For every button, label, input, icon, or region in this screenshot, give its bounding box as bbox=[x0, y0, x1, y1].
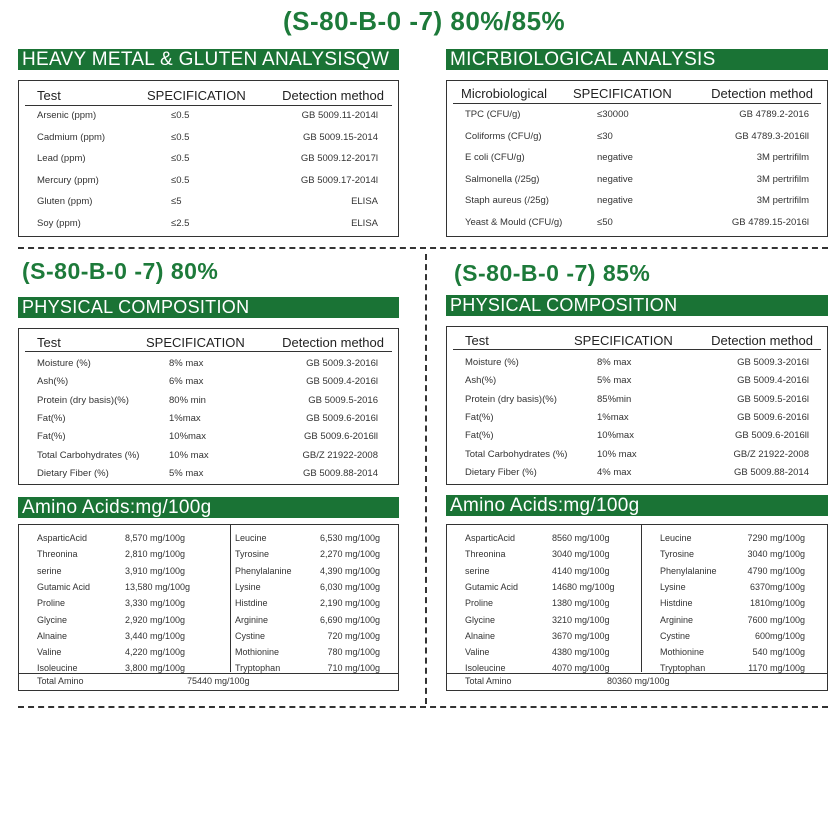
row-test: Ash(%) bbox=[37, 376, 69, 388]
amino-row bbox=[19, 546, 398, 562]
row-specification: ≤50 bbox=[597, 217, 613, 228]
header-specification: SPECIFICATION bbox=[146, 335, 245, 350]
row-method: ELISA bbox=[351, 196, 378, 208]
row-specification: ≤2.5 bbox=[171, 218, 190, 229]
row-method: 3M pertrifilm bbox=[756, 173, 809, 185]
row-specification: 5% max bbox=[597, 375, 632, 387]
table-row bbox=[19, 191, 398, 212]
amino-row bbox=[447, 563, 827, 579]
header-detection-method: Detection method bbox=[282, 335, 384, 350]
table-row bbox=[19, 213, 398, 234]
heavy-metal-title-bar bbox=[18, 49, 399, 70]
table-row bbox=[447, 126, 827, 147]
row-specification: ≤30 bbox=[597, 130, 613, 142]
amino-name: Gutamic Acid bbox=[465, 581, 519, 592]
row-specification: 8% max bbox=[597, 357, 632, 368]
total-amino-row bbox=[19, 673, 398, 690]
header-detection-method: Detection method bbox=[282, 88, 384, 103]
row-test: Dietary Fiber (%) bbox=[37, 467, 109, 479]
row-test: Fat(%) bbox=[37, 431, 66, 443]
table-row bbox=[19, 170, 398, 191]
right-subtitle: (S-80-B-0 -7) 85% bbox=[454, 260, 651, 286]
row-specification: 5% max bbox=[169, 467, 204, 479]
right-amino-table bbox=[446, 524, 828, 691]
amino-value: 1380 mg/100g bbox=[552, 598, 610, 609]
header-detection-method: Detection method bbox=[711, 86, 813, 101]
header-specification: SPECIFICATION bbox=[573, 86, 672, 101]
amino-name: Valine bbox=[37, 647, 62, 658]
amino-row bbox=[19, 644, 398, 660]
row-method: GB 5009.5-2016l bbox=[737, 393, 809, 405]
amino-name: Lysine bbox=[235, 581, 261, 592]
row-method: GB 5009.12-2017l bbox=[300, 153, 378, 165]
amino-name: Histdine bbox=[235, 598, 268, 609]
header-detection-method: Detection method bbox=[711, 333, 813, 348]
row-method: GB 5009.11-2014l bbox=[301, 110, 378, 121]
table-row bbox=[447, 147, 827, 168]
amino-name: Tryptophan bbox=[660, 663, 706, 674]
amino-value: 2,270 mg/100g bbox=[319, 549, 380, 560]
amino-row bbox=[19, 579, 398, 595]
amino-name: serine bbox=[37, 565, 62, 576]
row-test: Moisture (%) bbox=[465, 357, 519, 368]
left-physical-table bbox=[18, 328, 399, 485]
row-method: GB 5009.6-2016ll bbox=[304, 431, 378, 443]
amino-name: Tyrosine bbox=[660, 549, 695, 560]
amino-value: 720 mg/100g bbox=[327, 630, 380, 641]
row-test: Fat(%) bbox=[465, 411, 494, 423]
amino-name: Gutamic Acid bbox=[37, 581, 91, 592]
amino-value: 8560 mg/100g bbox=[552, 533, 610, 543]
header-test: Test bbox=[37, 88, 61, 103]
left-amino-title: Amino Acids:mg/100g bbox=[22, 497, 212, 518]
row-specification: ≤0.5 bbox=[171, 110, 190, 121]
right-amino-title: Amino Acids:mg/100g bbox=[450, 495, 640, 516]
row-method: GB 4789.15-2016l bbox=[731, 217, 809, 228]
row-method: GB/Z 21922-2008 bbox=[302, 449, 378, 461]
row-test: Dietary Fiber (%) bbox=[465, 466, 537, 478]
row-method: GB 5009.88-2014 bbox=[733, 466, 809, 478]
amino-name: Arginine bbox=[660, 614, 694, 625]
amino-name: Mothionine bbox=[660, 647, 705, 658]
header-specification: SPECIFICATION bbox=[574, 333, 673, 348]
amino-value: 4380 mg/100g bbox=[552, 647, 610, 658]
amino-name: Threonina bbox=[465, 549, 506, 560]
amino-value: 1170 mg/100g bbox=[748, 663, 805, 674]
row-test: Protein (dry basis)(%) bbox=[37, 394, 129, 406]
amino-value: 1810mg/100g bbox=[749, 598, 805, 609]
row-test: Moisture (%) bbox=[37, 358, 91, 369]
row-test: Fat(%) bbox=[465, 430, 494, 442]
row-specification: negative bbox=[597, 173, 633, 185]
amino-value: 2,190 mg/100g bbox=[319, 598, 380, 609]
row-test: Soy (ppm) bbox=[37, 218, 81, 229]
amino-name: Phenylalanine bbox=[660, 565, 717, 576]
left-subtitle: (S-80-B-0 -7) 80% bbox=[22, 258, 219, 284]
row-test: Yeast & Mould (CFU/g) bbox=[465, 217, 563, 228]
table-row bbox=[19, 148, 398, 169]
amino-name: Leucine bbox=[235, 533, 267, 543]
amino-name: Threonina bbox=[37, 549, 78, 560]
amino-name: Leucine bbox=[660, 533, 692, 543]
header-specification: SPECIFICATION bbox=[147, 88, 246, 103]
row-method: GB 5009.3-2016l bbox=[306, 358, 378, 369]
header-divider bbox=[25, 351, 392, 352]
left-amino-table bbox=[18, 524, 399, 691]
amino-value: 7600 mg/100g bbox=[747, 614, 805, 625]
row-specification: 10% max bbox=[597, 448, 637, 460]
row-method: GB/Z 21922-2008 bbox=[733, 448, 809, 460]
table-row bbox=[447, 104, 827, 125]
row-test: TPC (CFU/g) bbox=[465, 109, 521, 120]
total-amino-label: Total Amino bbox=[37, 676, 84, 686]
amino-value: 600mg/100g bbox=[754, 630, 805, 641]
row-specification: 80% min bbox=[169, 394, 206, 406]
amino-value: 14680 mg/100g bbox=[552, 581, 615, 592]
amino-row bbox=[447, 579, 827, 595]
table-row bbox=[447, 190, 827, 211]
row-specification: 8% max bbox=[169, 358, 204, 369]
amino-row bbox=[447, 595, 827, 611]
row-specification: 4% max bbox=[597, 466, 632, 478]
heavy-metal-title: HEAVY METAL & GLUTEN ANALYSISQW bbox=[22, 49, 390, 70]
row-specification: 1%max bbox=[597, 411, 629, 423]
amino-value: 4,220 mg/100g bbox=[125, 647, 186, 658]
amino-name: Glycine bbox=[37, 614, 68, 625]
amino-row bbox=[19, 595, 398, 611]
row-test: Coliforms (CFU/g) bbox=[465, 130, 542, 142]
amino-row bbox=[447, 612, 827, 628]
row-method: GB 5009.6-2016l bbox=[737, 411, 809, 423]
amino-name: Alnaine bbox=[37, 630, 68, 641]
row-method: GB 5009.6-2016ll bbox=[735, 430, 809, 442]
amino-value: 4,390 mg/100g bbox=[319, 565, 380, 576]
row-method: GB 5009.17-2014l bbox=[300, 174, 378, 186]
amino-row bbox=[447, 644, 827, 660]
amino-row bbox=[19, 628, 398, 644]
row-specification: negative bbox=[597, 195, 633, 207]
amino-value: 7290 mg/100g bbox=[747, 533, 805, 543]
main-title: (S-80-B-0 -7) 80%/85% bbox=[283, 6, 566, 36]
left-physical-title: PHYSICAL COMPOSITION bbox=[22, 297, 250, 317]
amino-name: AsparticAcid bbox=[465, 533, 516, 543]
amino-name: Cystine bbox=[235, 630, 266, 641]
total-amino-value: 80360 mg/100g bbox=[607, 676, 670, 686]
amino-value: 6,030 mg/100g bbox=[319, 581, 380, 592]
amino-name: Cystine bbox=[660, 630, 691, 641]
amino-name: Tyrosine bbox=[235, 549, 270, 560]
amino-row bbox=[19, 530, 398, 546]
amino-name: Arginine bbox=[235, 614, 269, 625]
amino-value: 780 mg/100g bbox=[327, 647, 380, 658]
row-specification: 6% max bbox=[169, 376, 204, 388]
row-method: GB 5009.6-2016l bbox=[306, 412, 378, 424]
right-amino-title-bar bbox=[446, 495, 828, 516]
amino-value: 3,800 mg/100g bbox=[125, 663, 186, 674]
row-test: Lead (ppm) bbox=[37, 153, 86, 165]
row-method: GB 5009.4-2016l bbox=[737, 375, 809, 387]
table-row bbox=[447, 212, 827, 233]
amino-value: 3,910 mg/100g bbox=[125, 565, 186, 576]
row-specification: ≤5 bbox=[171, 196, 182, 208]
amino-value: 13,580 mg/100g bbox=[125, 581, 191, 592]
left-amino-title-bar bbox=[18, 497, 399, 518]
table-row bbox=[19, 127, 398, 148]
amino-row bbox=[447, 546, 827, 562]
amino-value: 6370mg/100g bbox=[749, 581, 805, 592]
row-specification: ≤30000 bbox=[597, 109, 629, 120]
amino-name: Isoleucine bbox=[37, 663, 78, 674]
right-physical-title-bar bbox=[446, 295, 828, 316]
amino-name: Proline bbox=[37, 598, 66, 609]
amino-name: Glycine bbox=[465, 614, 496, 625]
header-microbiological: Microbiological bbox=[461, 86, 547, 101]
table-row bbox=[447, 462, 827, 483]
amino-name: Mothionine bbox=[235, 647, 280, 658]
row-test: Salmonella (/25g) bbox=[465, 173, 540, 185]
total-amino-label: Total Amino bbox=[465, 676, 512, 686]
amino-value: 6,530 mg/100g bbox=[319, 533, 380, 543]
table-row bbox=[447, 169, 827, 190]
row-test: Cadmium (ppm) bbox=[37, 131, 106, 143]
row-specification: 10%max bbox=[597, 430, 634, 442]
amino-value: 3670 mg/100g bbox=[552, 630, 610, 641]
dashed-separator-vertical bbox=[425, 254, 427, 704]
dashed-separator-bottom bbox=[18, 706, 828, 708]
row-specification: 10% max bbox=[169, 449, 209, 461]
amino-value: 3,440 mg/100g bbox=[125, 630, 186, 641]
row-method: ELISA bbox=[351, 218, 378, 229]
right-physical-title: PHYSICAL COMPOSITION bbox=[450, 295, 678, 315]
amino-value: 6,690 mg/100g bbox=[319, 614, 380, 625]
amino-name: AsparticAcid bbox=[37, 533, 88, 543]
total-amino-row bbox=[447, 673, 827, 690]
micro-title: MICRBIOLOGICAL ANALYSIS bbox=[450, 49, 716, 70]
row-method: GB 4789.3-2016ll bbox=[735, 130, 809, 142]
row-test: Fat(%) bbox=[37, 412, 66, 424]
amino-value: 710 mg/100g bbox=[327, 663, 380, 674]
amino-row bbox=[19, 612, 398, 628]
amino-name: Phenylalanine bbox=[235, 565, 292, 576]
micro-table bbox=[446, 80, 828, 237]
row-test: Mercury (ppm) bbox=[37, 174, 99, 186]
heavy-metal-table bbox=[18, 80, 399, 237]
amino-row bbox=[19, 563, 398, 579]
amino-value: 3040 mg/100g bbox=[747, 549, 805, 560]
amino-value: 8,570 mg/100g bbox=[125, 533, 186, 543]
row-method: GB 5009.88-2014 bbox=[302, 467, 378, 479]
amino-value: 540 mg/100g bbox=[752, 647, 805, 658]
header-divider bbox=[453, 349, 821, 350]
amino-name: Proline bbox=[465, 598, 494, 609]
amino-name: Tryptophan bbox=[235, 663, 281, 674]
amino-value: 2,810 mg/100g bbox=[125, 549, 186, 560]
row-method: 3M pertrifilm bbox=[756, 152, 809, 164]
amino-value: 3210 mg/100g bbox=[552, 614, 610, 625]
table-row bbox=[19, 463, 398, 484]
amino-name: Valine bbox=[465, 647, 490, 658]
amino-value: 3,330 mg/100g bbox=[125, 598, 186, 609]
amino-name: Histdine bbox=[660, 598, 693, 609]
row-specification: ≤0.5 bbox=[171, 174, 190, 186]
row-method: GB 5009.15-2014 bbox=[302, 131, 378, 143]
row-method: GB 5009.3-2016l bbox=[737, 357, 809, 368]
row-test: Ash(%) bbox=[465, 375, 497, 387]
row-test: Gluten (ppm) bbox=[37, 196, 93, 208]
row-test: Total Carbohydrates (%) bbox=[465, 448, 568, 460]
total-amino-value: 75440 mg/100g bbox=[187, 676, 250, 686]
amino-row bbox=[447, 530, 827, 546]
amino-value: 4790 mg/100g bbox=[747, 565, 805, 576]
amino-value: 3040 mg/100g bbox=[552, 549, 610, 560]
left-physical-title-bar bbox=[18, 297, 399, 318]
row-specification: 85%min bbox=[597, 393, 632, 405]
row-test: E coli (CFU/g) bbox=[465, 152, 525, 164]
right-physical-table bbox=[446, 326, 828, 485]
amino-name: serine bbox=[465, 565, 490, 576]
amino-name: Isoleucine bbox=[465, 663, 506, 674]
row-method: GB 4789.2-2016 bbox=[739, 109, 809, 120]
row-method: 3M pertrifilm bbox=[756, 195, 809, 207]
row-method: GB 5009.5-2016 bbox=[308, 394, 378, 406]
row-test: Arsenic (ppm) bbox=[37, 110, 97, 121]
amino-value: 4140 mg/100g bbox=[552, 565, 610, 576]
row-test: Protein (dry basis)(%) bbox=[465, 393, 557, 405]
row-specification: ≤0.5 bbox=[171, 131, 190, 143]
micro-title-bar bbox=[446, 49, 828, 70]
amino-value: 4070 mg/100g bbox=[552, 663, 610, 674]
row-test: Total Carbohydrates (%) bbox=[37, 449, 140, 461]
amino-row bbox=[447, 628, 827, 644]
row-specification: ≤0.5 bbox=[171, 153, 190, 165]
row-method: GB 5009.4-2016l bbox=[306, 376, 378, 388]
amino-value: 2,920 mg/100g bbox=[125, 614, 186, 625]
header-test: Test bbox=[465, 333, 489, 348]
row-specification: negative bbox=[597, 152, 633, 164]
header-test: Test bbox=[37, 335, 61, 350]
amino-name: Lysine bbox=[660, 581, 686, 592]
table-row bbox=[19, 105, 398, 126]
row-specification: 1%max bbox=[169, 412, 201, 424]
dashed-separator-top bbox=[18, 247, 828, 249]
amino-name: Alnaine bbox=[465, 630, 496, 641]
row-specification: 10%max bbox=[169, 431, 206, 443]
row-test: Staph aureus (/25g) bbox=[465, 195, 549, 207]
